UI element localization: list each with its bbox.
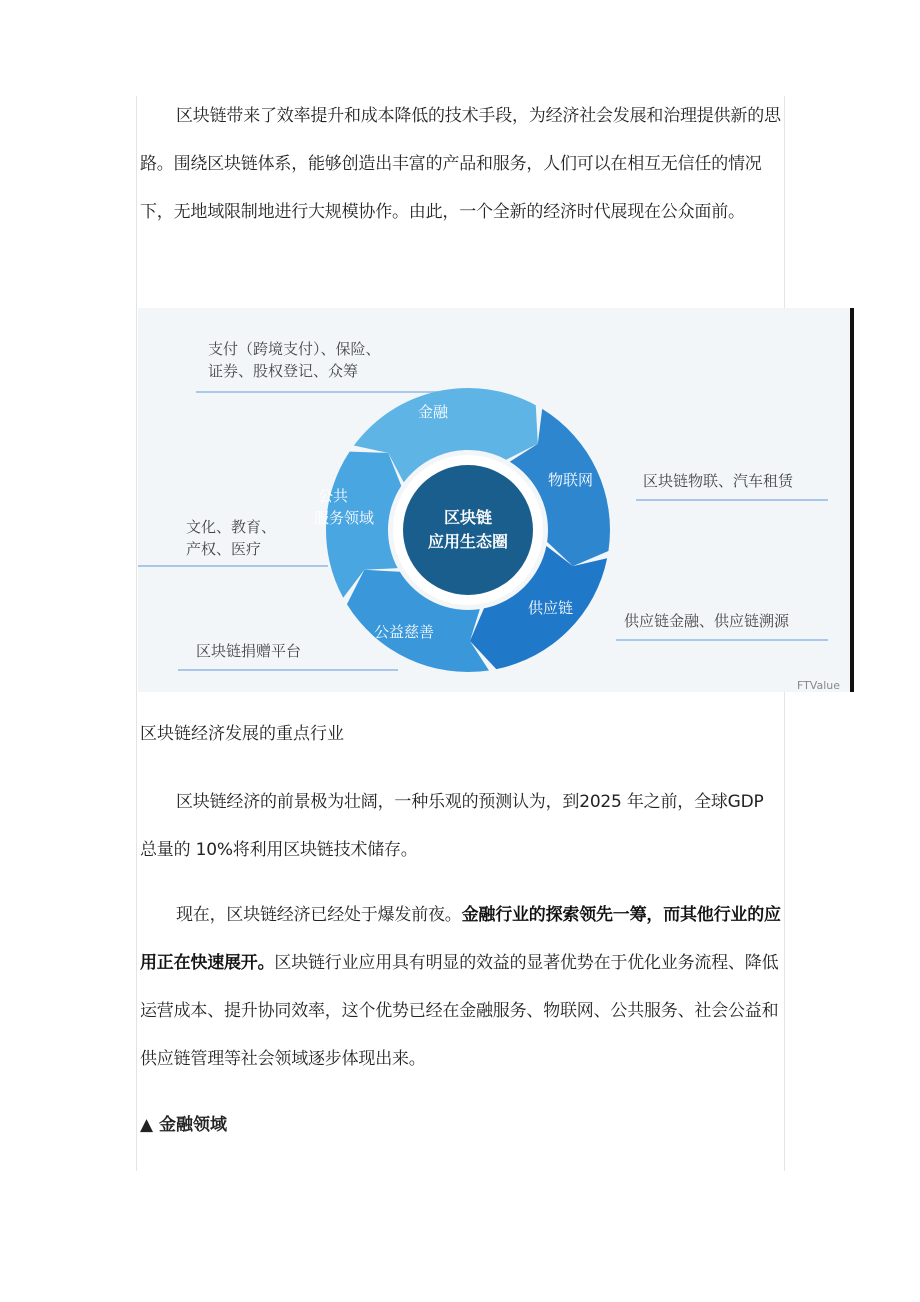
segment-label-iot: 物联网 <box>548 471 594 489</box>
label-iot: 区块链物联、汽车租赁 <box>643 472 794 490</box>
label-finance-1: 支付（跨境支付）、保险、 <box>208 340 381 358</box>
label-finance-2: 证券、股权登记、众筹 <box>208 362 359 380</box>
finance-section-heading: ▲ 金融领域 <box>140 1115 227 1135</box>
intro-paragraph: 区块链带来了效率提升和成本降低的技术手段，为经济社会发展和治理提供新的思路。围绕区块链体系，能够创造出丰富的产品和服务，人们可以在相互无信任的情况下，无地域限制地进行大规模协作。由此，一个全新的经济时代展现在公众面前。 <box>140 106 781 222</box>
industry-rest: 区块链行业应用具有明显的效益的显著优势在于优化业务流程、降低运营成本、提升协同效率，这个优势已经在金融服务、物联网、公共服务、社会公益和供应链管理等社会领域逐步体现出来。 <box>140 953 779 1069</box>
figure-edge-bar <box>850 308 854 692</box>
segment-label-public-2: 服务领域 <box>314 509 375 527</box>
figure-caption: 区块链经济发展的重点行业 <box>140 724 344 744</box>
industry-lead: 现在，区块链经济已经处于爆发前夜。 <box>176 905 462 925</box>
segment-label-charity: 公益慈善 <box>374 623 435 641</box>
segment-label-public-1: 公共 <box>318 487 349 505</box>
label-supply: 供应链金融、供应链溯源 <box>624 612 790 630</box>
segment-label-finance: 金融 <box>418 403 449 421</box>
forecast-paragraph: 区块链经济的前景极为壮阔，一种乐观的预测认为，到2025 年之前，全球GDP 总量的 10%将利用区块链技术储存。 <box>140 792 764 860</box>
watermark: FTValue <box>796 679 840 692</box>
label-public-2: 产权、医疗 <box>186 540 262 558</box>
center-label-2: 应用生态圈 <box>427 532 508 551</box>
ecosystem-figure <box>138 308 854 692</box>
label-public-1: 文化、教育、 <box>186 518 277 536</box>
industry-bold: 金融行业的探索领先一筹，而其他行业的应用正在快速展开。 <box>140 905 781 973</box>
center-label-1: 区块链 <box>443 508 492 527</box>
industry-paragraph <box>140 891 785 1083</box>
label-charity: 区块链捐赠平台 <box>196 642 302 660</box>
segment-label-supply: 供应链 <box>528 599 574 617</box>
